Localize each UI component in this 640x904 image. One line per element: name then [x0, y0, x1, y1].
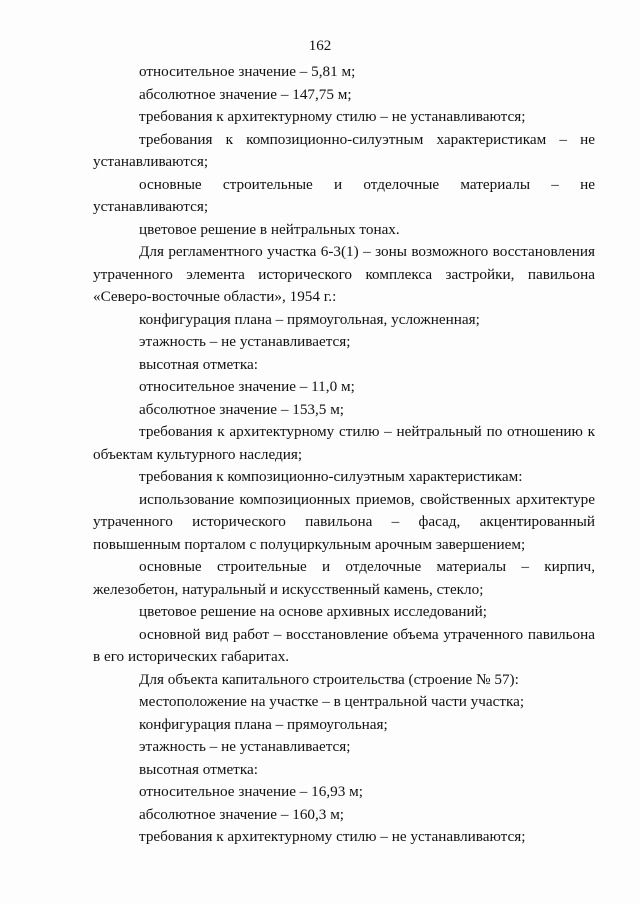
paragraph: цветовое решение в нейтральных тонах. — [139, 220, 400, 238]
paragraph: основные строительные и отделочные материалы – не устанавливаются; — [93, 175, 595, 215]
paragraph: основные строительные и отделочные материалы – кирпич, железобетон, натуральный и искусственный камень, стекло; — [93, 558, 595, 598]
paragraph: основной вид работ – восстановление объема утраченного павильона в его исторических габаритах. — [93, 625, 595, 665]
paragraph: требования к композиционно-силуэтным характеристикам – не устанавливаются; — [93, 130, 595, 170]
paragraph: использование композиционных приемов, свойственных архитектуре утраченного исторического павильона – фасад, акцентированный повышенным порталом с полуциркульным арочным завершением; — [93, 490, 595, 553]
paragraph: конфигурация плана – прямоугольная; — [139, 715, 388, 733]
paragraph: высотная отметка: — [139, 760, 258, 778]
paragraph: абсолютное значение – 147,75 м; — [139, 85, 352, 103]
paragraph: Для объекта капитального строительства (строение № 57): — [139, 670, 519, 688]
paragraph: этажность – не устанавливается; — [139, 738, 351, 755]
paragraph: требования к композиционно-силуэтным характеристикам: — [139, 468, 523, 485]
paragraph: Для регламентного участка 6-3(1) – зоны возможного восстановления утраченного элемента исторического комплекса застройки, павильона «Северо-восточные области», 1954 г.: — [93, 243, 595, 305]
paragraph: относительное значение – 16,93 м; — [139, 783, 363, 800]
page-number: 162 — [308, 38, 332, 54]
paragraph: цветовое решение на основе архивных исследований; — [139, 603, 487, 620]
paragraph: требования к архитектурному стилю – не устанавливаются; — [139, 828, 526, 845]
paragraph: относительное значение – 11,0 м; — [139, 378, 355, 395]
paragraph: требования к архитектурному стилю – нейтральный по отношению к объектам культурного наследия; — [93, 423, 595, 463]
paragraph: абсолютное значение – 160,3 м; — [139, 805, 345, 823]
document-body — [93, 61, 595, 849]
paragraph: высотная отметка: — [139, 355, 258, 373]
paragraph: этажность – не устанавливается; — [139, 333, 351, 350]
paragraph: абсолютное значение – 153,5 м; — [139, 400, 345, 418]
paragraph: местоположение на участке – в центральной части участка; — [139, 693, 525, 710]
paragraph: требования к архитектурному стилю – не устанавливаются; — [139, 108, 526, 125]
paragraph: конфигурация плана – прямоугольная, усложненная; — [139, 310, 480, 328]
paragraph: относительное значение – 5,81 м; — [139, 63, 356, 80]
